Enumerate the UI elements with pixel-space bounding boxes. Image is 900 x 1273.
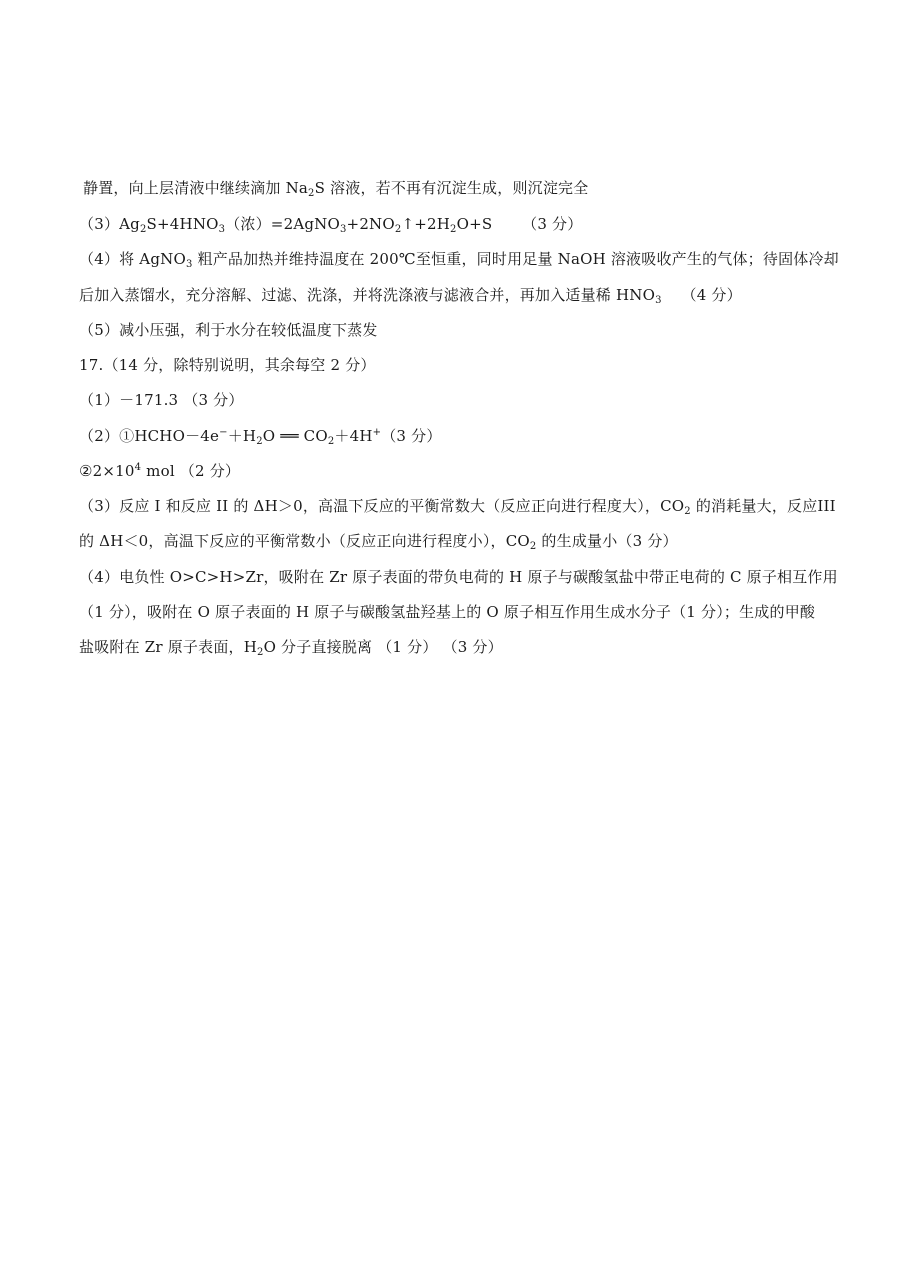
text-segment: （浓）=2AgNO [225, 215, 340, 233]
answer-line-2 [79, 214, 582, 234]
text-segment: 2 [257, 647, 264, 658]
text-segment: 2 [139, 224, 147, 235]
text-segment: ＋4H [334, 427, 373, 445]
text-segment: +2NO [346, 215, 395, 233]
text-segment: S+4HNO [146, 215, 219, 233]
answer-line-7 [79, 390, 244, 410]
text-segment: mol （2 分） [141, 462, 241, 480]
text-segment: 2 [327, 436, 335, 447]
text-segment: S 溶液，若不再有沉淀生成，则沉淀完全 [314, 179, 589, 197]
text-segment: ↑+2H [401, 215, 451, 233]
text-segment: （1）－171.3 （3 分） [79, 391, 244, 409]
answer-line-10 [79, 496, 836, 516]
text-segment: 2 [529, 541, 537, 552]
text-segment: + [372, 427, 382, 438]
text-segment: 3 [339, 224, 347, 235]
answer-line-11 [79, 531, 678, 551]
text-segment: 粗产品加热并维持温度在 200℃至恒重，同时用足量 NaOH 溶液吸收产生的气体；待固体冷却 [192, 250, 839, 268]
text-segment: 后加入蒸馏水，充分溶解、过滤、洗涤，并将洗涤液与滤液合并，再加入适量稀 HNO [79, 286, 656, 304]
text-segment: （4）将 AgNO [79, 250, 186, 268]
text-segment: 3 [655, 295, 662, 306]
text-segment: 3 [218, 224, 226, 235]
text-segment: 盐吸附在 Zr 原子表面，H [79, 638, 258, 656]
answer-line-13 [79, 602, 815, 622]
text-segment: （2）①HCHO－4e [79, 427, 220, 445]
text-segment: （1 分），吸附在 O 原子表面的 H 原子与碳酸氢盐羟基上的 O 原子相互作用生成水分子（1 分）；生成的甲酸 [79, 603, 816, 621]
answer-line-8 [79, 426, 442, 446]
text-segment: O+S （3 分） [456, 215, 583, 233]
text-segment: （3 分） [381, 427, 442, 445]
text-segment: （3）反应 I 和反应 II 的 ΔH＞0，高温下反应的平衡常数大（反应正向进行程度大），CO [79, 497, 685, 515]
text-segment: O 分子直接脱离 （1 分） （3 分） [263, 638, 503, 656]
text-segment: O ══ CO [262, 427, 328, 445]
answer-line-12 [79, 567, 838, 587]
text-segment: ＋H [227, 427, 257, 445]
text-segment: 的 ΔH＜0，高温下反应的平衡常数小（反应正向进行程度小），CO [79, 532, 530, 550]
answer-line-1 [83, 178, 588, 198]
answer-line-4 [79, 285, 742, 305]
question-17-heading [79, 355, 376, 375]
text-segment: 2 [450, 224, 457, 235]
text-segment: 2 [308, 188, 315, 199]
text-segment: （3）Ag [79, 215, 140, 233]
text-segment: 4 [134, 462, 142, 473]
text-segment: ②2×10 [79, 462, 135, 480]
text-segment: − [219, 427, 228, 438]
text-segment: 的生成量小（3 分） [536, 532, 678, 550]
text-segment: 静置，向上层清液中继续滴加 Na [83, 179, 309, 197]
text-segment: 3 [185, 259, 193, 270]
text-segment: 2 [394, 224, 402, 235]
text-segment: 的消耗量大，反应III [690, 497, 836, 515]
answer-line-5 [79, 320, 378, 340]
answer-line-9 [79, 461, 240, 481]
text-segment: 2 [256, 436, 263, 447]
answer-line-14 [79, 637, 503, 657]
text-segment: （4 分） [661, 286, 742, 304]
text-segment: （4）电负性 O>C>H>Zr，吸附在 Zr 原子表面的带负电荷的 H 原子与碳酸氢盐中带正电荷的 C 原子相互作用 [79, 568, 838, 586]
answer-line-3 [79, 249, 839, 269]
text-segment: 17.（14 分，除特别说明，其余每空 2 分） [79, 356, 376, 374]
text-segment: （5）减小压强，利于水分在较低温度下蒸发 [79, 321, 378, 339]
text-segment: 2 [684, 506, 691, 517]
